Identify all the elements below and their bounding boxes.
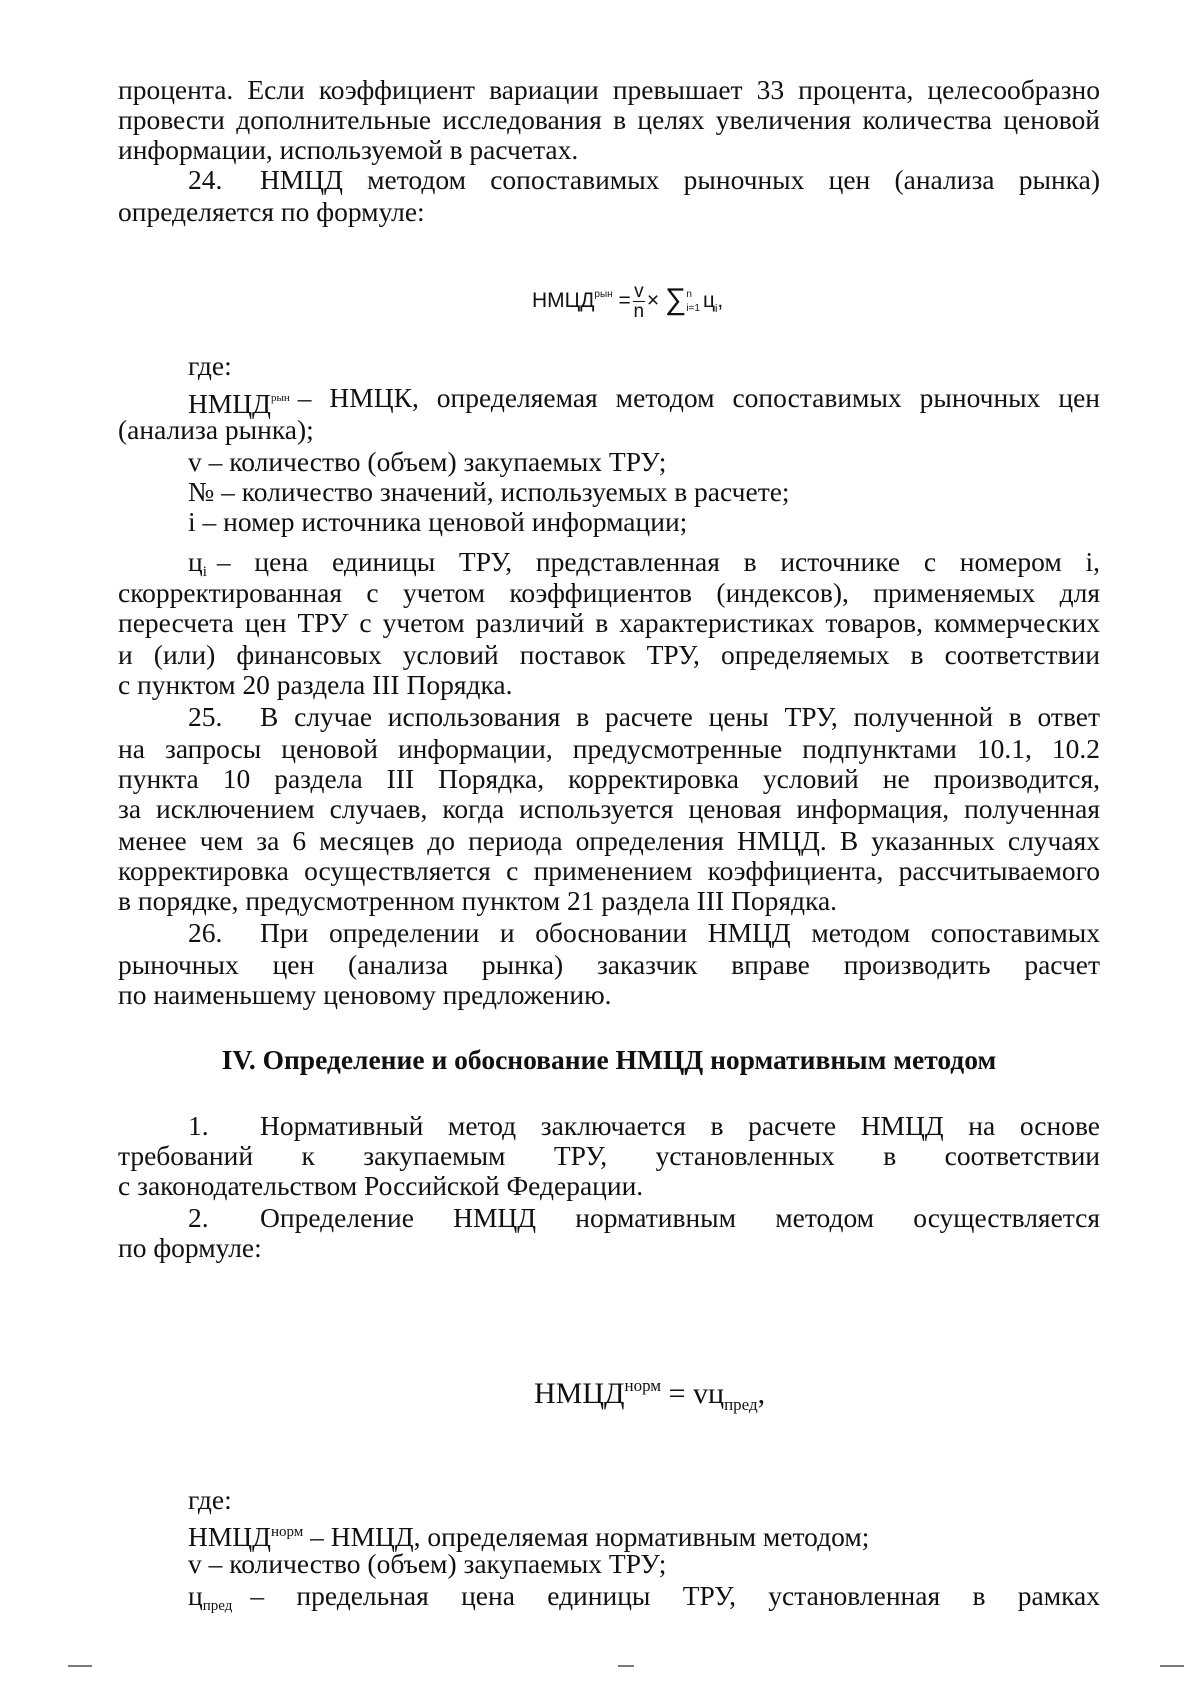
fraction-numerator: v <box>634 281 644 302</box>
item-number: 2. <box>188 1202 209 1233</box>
paragraph-line: При определении и обосновании НМЦД методом сопоставимых <box>260 917 1100 948</box>
paragraph-line: В случае использования в расчете цены ТРУ, полученной в ответ <box>260 701 1100 732</box>
scan-artifact <box>618 1665 634 1667</box>
item-number: 24. <box>188 164 223 195</box>
summation-limits <box>686 288 700 316</box>
paragraph-line: (анализа рынка); <box>118 414 314 445</box>
formula-tail: , <box>717 289 724 313</box>
summation-sign: ∑ <box>664 283 687 317</box>
paragraph-line: процента. Если коэффициент вариации превышает 33 процента, целесообразно <box>118 74 1100 105</box>
item-number: 25. <box>188 701 223 732</box>
definition-line: i – номер источника ценовой информации; <box>188 506 688 537</box>
paragraph-line: с пунктом 20 раздела III Порядка. <box>118 669 513 700</box>
paragraph-line: определяется по формуле: <box>118 196 425 227</box>
formula-normative <box>534 1376 765 1415</box>
paragraph-line: с законодательством Российской Федерации. <box>118 1170 644 1201</box>
paragraph-line: информации, используемой в расчетах. <box>118 134 579 165</box>
definition-line <box>188 1580 1100 1622</box>
scan-artifact <box>1160 1665 1184 1667</box>
definition-text: – НМЦК, определяемая методом сопоставимых рыночных цен <box>297 382 1100 413</box>
paragraph-line: Нормативный метод заключается в расчете НМЦД на основе <box>260 1110 1100 1141</box>
definition-text: – предельная цена единицы ТРУ, установленная в рамках <box>250 1580 1100 1611</box>
formula-term: ц <box>702 289 715 313</box>
formula-term-sub: i <box>714 303 718 316</box>
item-24-line <box>188 164 1100 196</box>
item-25-line <box>188 701 1100 733</box>
paragraph-line: и (или) финансовых условий поставок ТРУ, определяемых в соответствии <box>118 639 1100 670</box>
summation-lower: i=1 <box>686 302 700 314</box>
definition-line: v – количество (объем) закупаемых ТРУ; <box>188 1548 667 1579</box>
paragraph-line: провести дополнительные исследования в целях увеличения количества ценовой <box>118 104 1100 135</box>
definition-term: $НМЦД^{норм}$ <box>188 1521 304 1552</box>
item-number: 26. <box>188 917 223 948</box>
item-number: 1. <box>188 1110 209 1141</box>
paragraph-line: НМЦД методом сопоставимых рыночных цен (анализа рынка) <box>260 164 1100 195</box>
paragraph-line: требований к закупаемым ТРУ, установленных в соответствии <box>118 1140 1100 1171</box>
paragraph-line: в порядке, предусмотренном пунктом 21 раздела III Порядка. <box>118 885 838 916</box>
formula-lhs: НМЦД <box>534 1377 625 1410</box>
paragraph-line: за исключением случаев, когда используется ценовая информация, полученная <box>118 793 1100 824</box>
formula-equals: = <box>618 289 631 313</box>
paragraph-line: рыночных цен (анализа рынка) заказчик вправе производить расчет <box>118 949 1100 980</box>
formula-rhs: vц <box>693 1377 725 1410</box>
scan-artifact <box>68 1665 92 1667</box>
paragraph-line: корректировка осуществляется с применением коэффициента, рассчитываемого <box>118 855 1100 886</box>
formula-market-price <box>532 282 723 321</box>
paragraph-line: по формуле: <box>118 1232 262 1263</box>
fraction-denominator: n <box>633 301 645 322</box>
item-2-line <box>188 1202 1100 1234</box>
formula-lhs-sup: норм <box>624 1376 662 1395</box>
paragraph-line: скорректированная с учетом коэффициентов (индексов), применяемых для <box>118 577 1100 608</box>
paragraph-line: на запросы ценовой информации, предусмотренные подпунктами 10.1, 10.2 <box>118 733 1100 764</box>
definition-text: – цена единицы ТРУ, представленная в источнике с номером i, <box>216 546 1100 577</box>
formula-tail: , <box>757 1377 766 1410</box>
where-label: где: <box>188 1484 232 1515</box>
formula-equals: = <box>661 1377 693 1410</box>
formula-times: × <box>646 289 660 313</box>
item-26-line <box>188 917 1100 949</box>
item-1-line <box>188 1110 1100 1142</box>
formula-lhs-sup: рын <box>594 289 613 301</box>
definition-line: № – количество значений, используемых в расчете; <box>188 476 790 507</box>
formula-fraction <box>633 282 645 321</box>
paragraph-line: Определение НМЦД нормативным методом осуществляется <box>260 1202 1100 1233</box>
formula-rhs-sub: пред <box>724 1395 758 1414</box>
summation-upper: n <box>686 288 692 300</box>
paragraph-line: по наименьшему ценовому предложению. <box>118 979 612 1010</box>
formula-lhs: НМЦД <box>532 289 595 313</box>
definition-term: цпред <box>188 1580 233 1614</box>
definition-term: $НМЦД^{рын}$ <box>188 388 290 419</box>
paragraph-line: пункта 10 раздела III Порядка, корректировка условий не производится, <box>118 763 1100 794</box>
definition-term: цi <box>188 546 207 580</box>
definition-text: – НМЦД, определяемая нормативным методом; <box>303 1521 870 1552</box>
section-heading: IV. Определение и обоснование НМЦД нормативным методом <box>221 1044 997 1075</box>
definition-line: v – количество (объем) закупаемых ТРУ; <box>188 446 667 477</box>
paragraph-line: менее чем за 6 месяцев до периода определения НМЦД. В указанных случаях <box>118 825 1100 856</box>
paragraph-line: пересчета цен ТРУ с учетом различий в характеристиках товаров, коммерческих <box>118 607 1100 638</box>
where-label: где: <box>188 350 232 381</box>
